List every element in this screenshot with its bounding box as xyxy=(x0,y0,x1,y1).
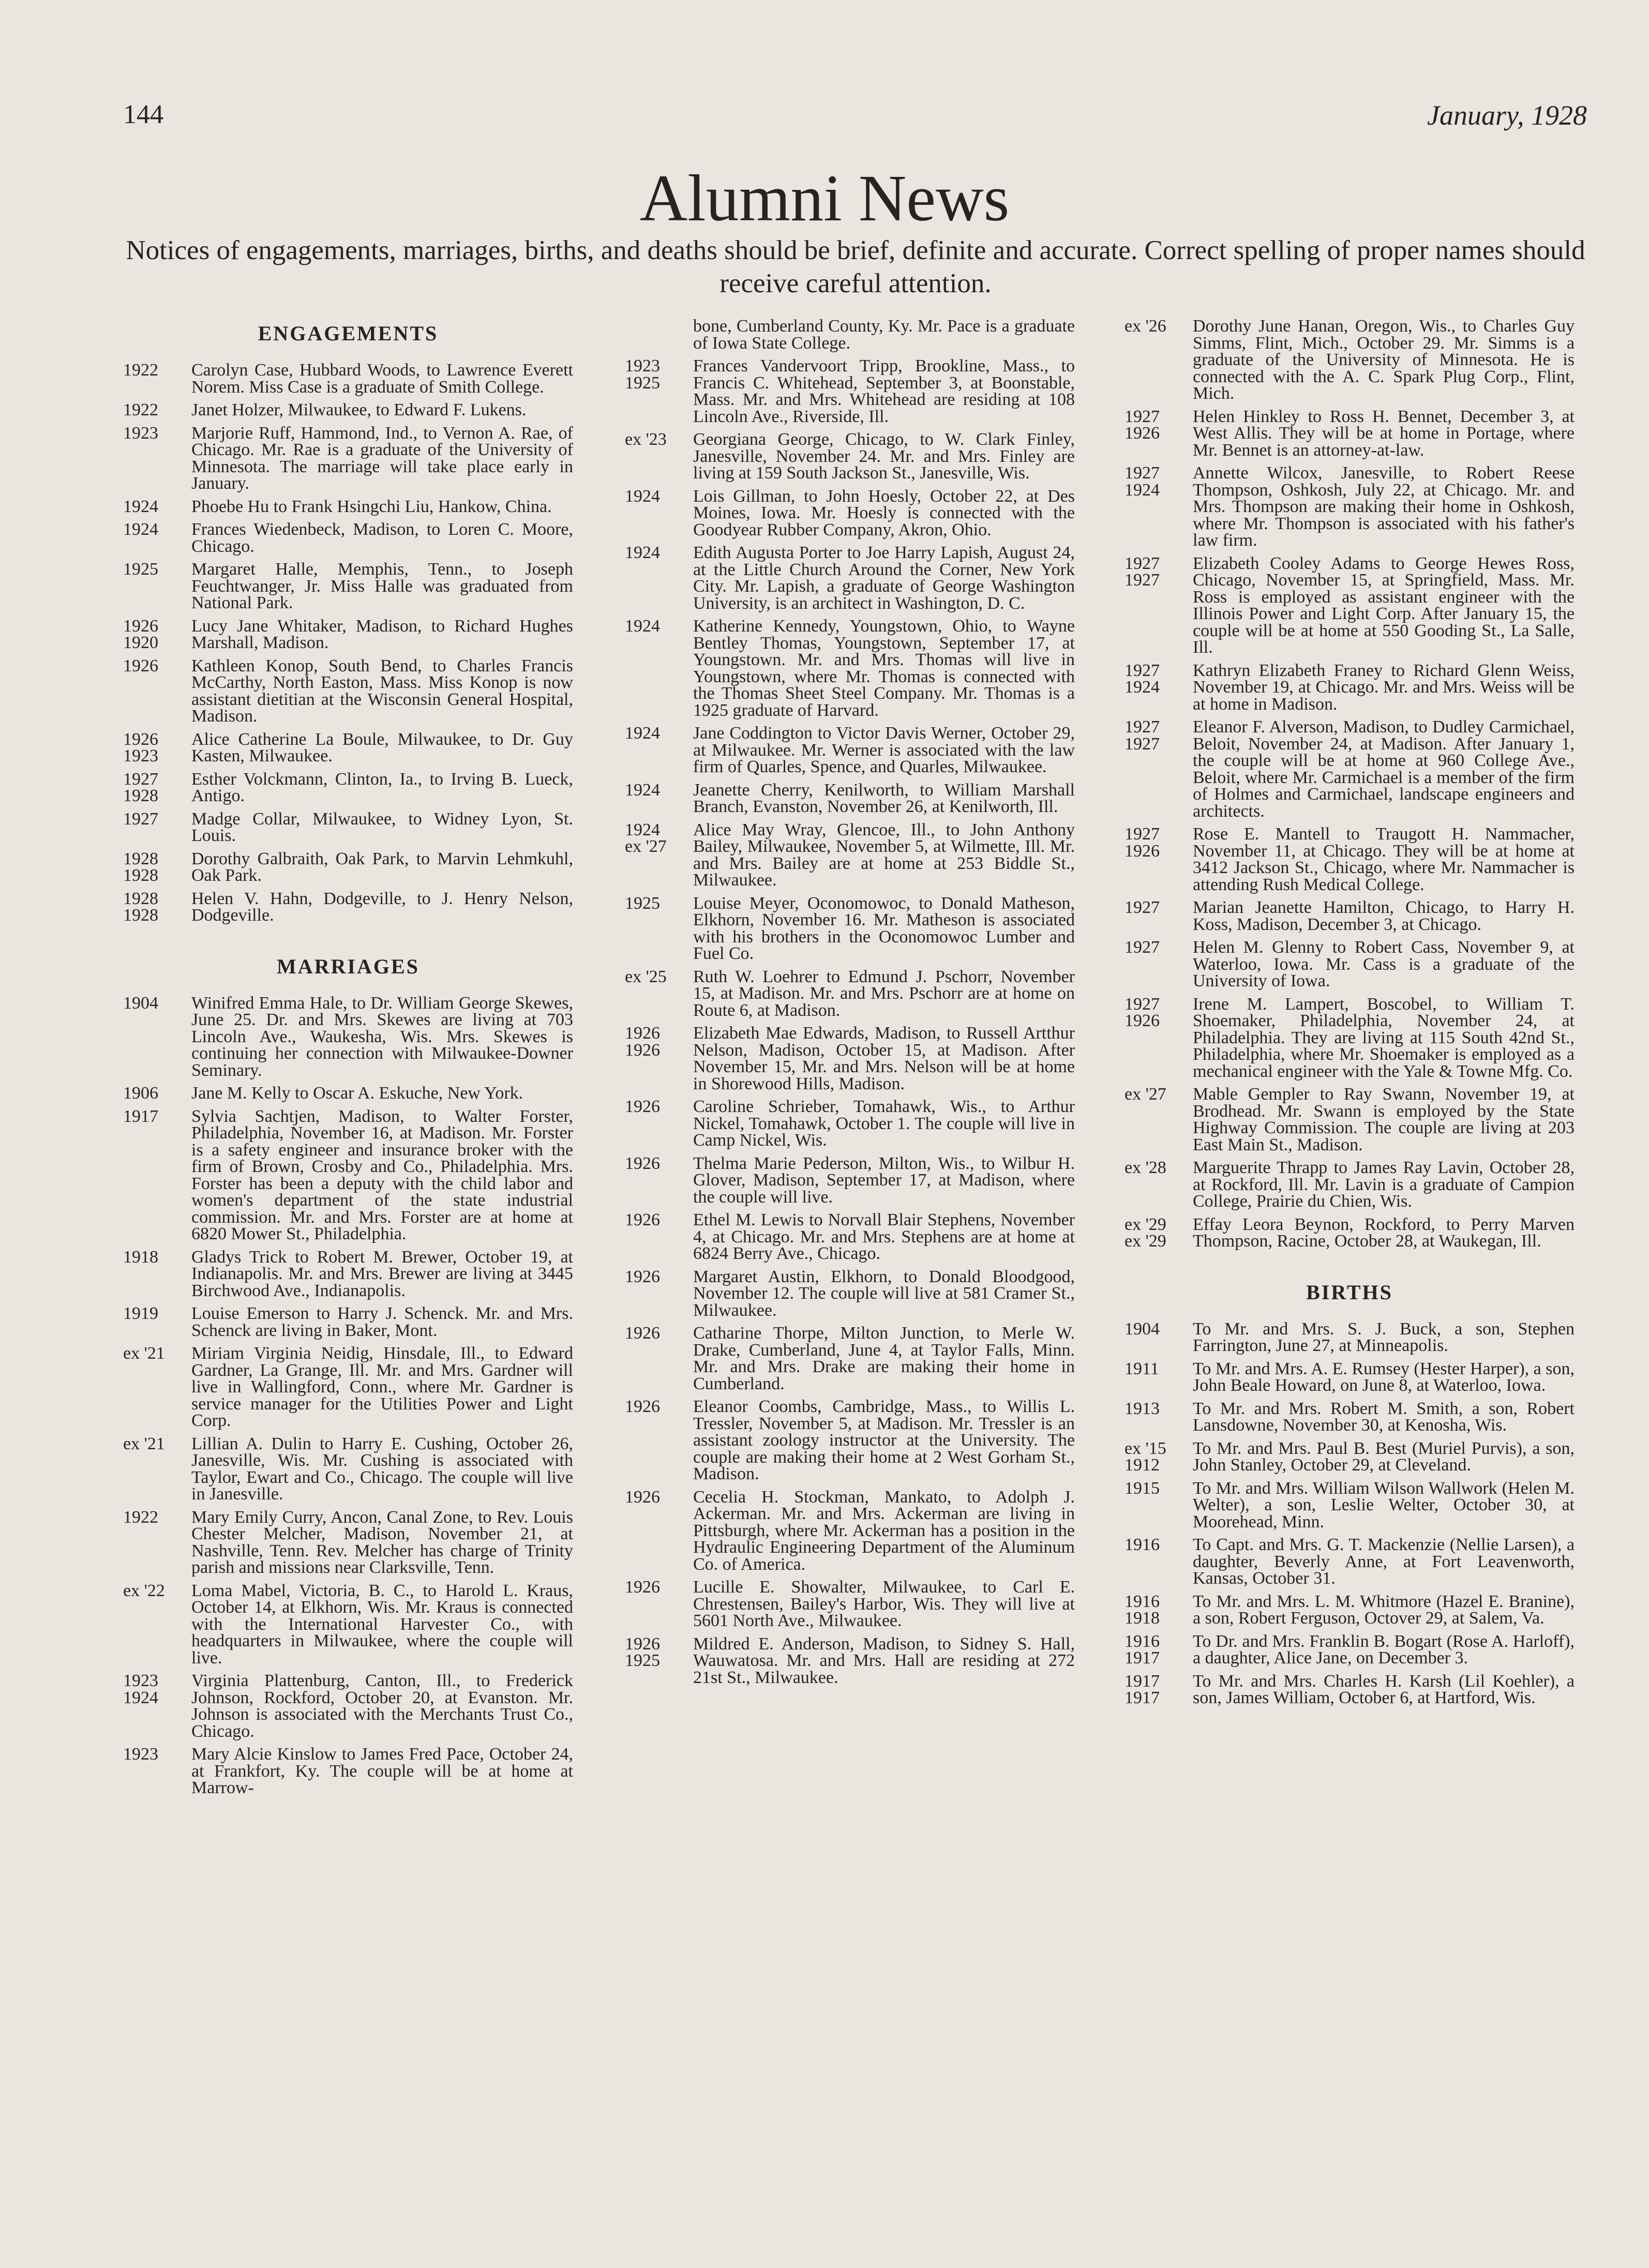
class-year: 1927 1924 xyxy=(1125,660,1160,697)
class-year: 1917 1917 xyxy=(1125,1671,1160,1707)
notice-entry xyxy=(1125,465,1575,549)
notice-entry xyxy=(1125,1673,1575,1707)
notice-text: Gladys Trick to Robert M. Brewer, October 19, at Indianapolis. Mr. and Mrs. Brewer are living at 3445 Birchwood Ave., Indianapolis. xyxy=(191,1247,573,1300)
notice-entry xyxy=(123,1746,573,1797)
class-year: 1924 xyxy=(625,543,660,562)
notice-entry xyxy=(625,488,1075,539)
class-year: 1924 xyxy=(625,780,660,800)
class-year: 1904 xyxy=(1125,1319,1160,1339)
class-year: 1919 xyxy=(123,1304,158,1323)
notice-entry xyxy=(1125,409,1575,459)
notice-text: Esther Volckmann, Clinton, Ia., to Irving B. Lueck, Antigo. xyxy=(191,769,573,805)
notice-entry xyxy=(1125,1086,1575,1153)
notice-text: Loma Mabel, Victoria, B. C., to Harold L. Kraus, October 14, at Elkhorn, Wis. Mr. Kraus is connected with the International Harvester Co., with headquarters in Milwaukee, where the couple will live. xyxy=(191,1581,573,1668)
class-year: ex '21 xyxy=(123,1344,165,1363)
notice-text: Edith Augusta Porter to Joe Harry Lapish, August 24, at the Little Church Around the Corner, New York City. Mr. Lapish, a graduate of George Washington University, is an architect in Washington, D. C. xyxy=(693,543,1075,613)
class-year: 1927 1926 xyxy=(1125,994,1160,1030)
class-year: 1926 1923 xyxy=(123,729,158,765)
notice-text: Louise Meyer, Oconomowoc, to Donald Matheson, Elkhorn, November 16. Mr. Matheson is associated with his brothers in the Oconomowoc Lumber and Fuel Co. xyxy=(693,893,1075,963)
notice-text: Georgiana George, Chicago, to W. Clark Finley, Janesville, November 24. Mr. and Mrs. Finley are living at 159 South Jackson St., Janesville, Wis. xyxy=(693,430,1075,483)
notice-text: Jane M. Kelly to Oscar A. Eskuche, New York. xyxy=(191,1084,523,1103)
class-year: 1923 1924 xyxy=(123,1671,158,1707)
page-header xyxy=(123,99,1587,136)
column-3 xyxy=(1125,318,1575,1713)
notice-text: Mary Emily Curry, Ancon, Canal Zone, to Rev. Louis Chester Melcher, Madison, November 21, at Nashville, Tenn. Rev. Melcher has charge of Trinity parish and missions near Clarksville, Tenn. xyxy=(191,1507,573,1577)
notice-entry xyxy=(1125,1591,1575,1628)
notice-entry xyxy=(625,1025,1075,1092)
class-year: 1924 xyxy=(123,497,158,516)
notice-text: Effay Leora Beynon, Rockford, to Perry Marven Thompson, Racine, October 28, at Waukegan, Ill. xyxy=(1193,1214,1575,1251)
notice-entry xyxy=(1125,660,1575,714)
notice-text: Kathryn Elizabeth Franey to Richard Glenn Weiss, November 19, at Chicago. Mr. and Mrs. Weiss will be at home in Madison. xyxy=(1193,660,1575,714)
class-year: 1928 1928 xyxy=(123,889,158,925)
notice-text: Elizabeth Cooley Adams to George Hewes Ross, Chicago, November 15, at Springfield, Mass. Mr. Ross is employed as assistant engineer with the Illinois Power and Light Corp. After January 15, the couple will be at home at 550 Gooding St., La Salle, Ill. xyxy=(1193,553,1575,657)
notice-entry xyxy=(1125,826,1575,893)
notice-text: Miriam Virginia Neidig, Hinsdale, Ill., to Edward Gardner, La Grange, Ill. Mr. and Mrs. Gardner will live in Wallingford, Conn., where Mr. Gardner is service manager for the Utilities Power and Light Corp. xyxy=(191,1344,573,1430)
class-year: 1923 xyxy=(123,1745,158,1764)
class-year: 1926 xyxy=(625,1487,660,1507)
notice-entry xyxy=(123,1583,573,1667)
notice-entry xyxy=(123,618,573,652)
notice-text: Carolyn Case, Hubbard Woods, to Lawrence Everett Norem. Miss Case is a graduate of Smith College. xyxy=(191,361,573,397)
notice-entry xyxy=(625,1325,1075,1392)
notice-entry xyxy=(123,499,573,516)
notice-entry xyxy=(123,1436,573,1503)
notice-entry xyxy=(625,431,1075,482)
notice-text: Janet Holzer, Milwaukee, to Edward F. Lukens. xyxy=(191,400,527,419)
notice-text: Virginia Plattenburg, Canton, Ill., to Frederick Johnson, Rockford, October 20, at Evanston. Mr. Johnson is associated with the Merchants Trust Co., Chicago. xyxy=(191,1671,573,1741)
notice-text: Mary Alcie Kinslow to James Fred Pace, October 24, at Frankfort, Ky. The couple will be at home at Marrow- xyxy=(191,1745,573,1797)
notice-entry xyxy=(1125,1216,1575,1250)
class-year: ex '15 1912 xyxy=(1125,1438,1166,1475)
notice-text: Dorothy Galbraith, Oak Park, to Marvin Lehmkuhl, Oak Park. xyxy=(191,849,573,885)
notice-text: Helen Hinkley to Ross H. Bennet, December 3, at West Allis. They will be at home in Portage, where Mr. Bennet is an attorney-at-law. xyxy=(1193,407,1575,460)
class-year: 1927 1928 xyxy=(123,769,158,805)
class-year: 1925 xyxy=(123,560,158,579)
page-subtitle: Notices of engagements, marriages, births, and deaths should be brief, definite and accurate. Correct spelling of proper names should receive careful attention. xyxy=(126,235,1585,298)
class-year: 1926 xyxy=(625,1267,660,1286)
notice-entry xyxy=(123,1085,573,1102)
notice-entry xyxy=(1125,1480,1575,1531)
class-year: 1926 xyxy=(123,656,158,675)
notice-entry xyxy=(123,731,573,765)
notice-text: Thelma Marie Pederson, Milton, Wis., to Wilbur H. Glover, Madison, September 17, at Madison, where the couple will live. xyxy=(693,1153,1075,1207)
class-year: 1926 1920 xyxy=(123,616,158,652)
notice-text: To Mr. and Mrs. Robert M. Smith, a son, Robert Lansdowne, November 30, at Kenosha, Wis. xyxy=(1193,1399,1575,1435)
notice-text: To Capt. and Mrs. G. T. Mackenzie (Nellie Larsen), a daughter, Beverly Anne, at Fort Leavenworth, Kansas, October 31. xyxy=(1193,1535,1575,1588)
notice-entry xyxy=(1125,939,1575,990)
notice-entry xyxy=(1125,318,1575,402)
class-year: ex '21 xyxy=(123,1434,165,1453)
class-year: 1927 1927 xyxy=(1125,717,1160,754)
notice-entry xyxy=(1125,1537,1575,1587)
notice-text: Caroline Schrieber, Tomahawk, Wis., to Arthur Nickel, Tomahawk, October 1. The couple will live in Camp Nickel, Wis. xyxy=(693,1097,1075,1150)
class-year: 1926 xyxy=(625,1578,660,1597)
notice-text: Alice May Wray, Glencoe, Ill., to John Anthony Bailey, Milwaukee, November 5, at Wilmette, Ill. Mr. and Mrs. Bailey are at home at 253 Biddle St., Milwaukee. xyxy=(693,820,1075,890)
class-year: 1927 xyxy=(123,809,158,829)
notice-text: Marjorie Ruff, Hammond, Ind., to Vernon A. Rae, of Chicago. Mr. Rae is a graduate of the University of Minnesota. The marriage will take place early in January. xyxy=(191,423,573,493)
class-year: 1924 xyxy=(625,617,660,636)
notice-entry xyxy=(123,851,573,884)
notice-text: Louise Emerson to Harry J. Schenck. Mr. and Mrs. Schenck are living in Baker, Mont. xyxy=(191,1304,573,1340)
notice-entry xyxy=(1125,996,1575,1080)
section-gap xyxy=(123,930,573,951)
notice-entry xyxy=(123,995,573,1079)
notice-text: To Dr. and Mrs. Franklin B. Bogart (Rose A. Harloff), a daughter, Alice Jane, on December 3. xyxy=(1193,1631,1575,1668)
class-year: 1926 1926 xyxy=(625,1024,660,1060)
class-year: 1922 xyxy=(123,361,158,380)
notice-text: Alice Catherine La Boule, Milwaukee, to Dr. Guy Kasten, Milwaukee. xyxy=(191,729,573,765)
notice-entry xyxy=(123,425,573,492)
notice-text: Marguerite Thrapp to James Ray Lavin, October 28, at Rockford, Ill. Mr. Lavin is a graduate of Campion College, Prairie du Chien, Wis. xyxy=(1193,1158,1575,1211)
class-year: 1926 xyxy=(625,1210,660,1229)
class-year: 1911 xyxy=(1125,1359,1159,1378)
class-year: ex '25 xyxy=(625,967,667,986)
notice-entry xyxy=(625,1399,1075,1483)
notice-text: Eleanor F. Alverson, Madison, to Dudley Carmichael, Beloit, November 24, at Madison. After January 1, the couple will be at home at 960 College Ave., Beloit, where Mr. Carmichael is a member of the firm of Holmes and Carmichael, landscape engineers and architects. xyxy=(1193,717,1575,821)
notice-entry xyxy=(123,561,573,612)
notice-text: Margaret Halle, Memphis, Tenn., to Joseph Feuchtwanger, Jr. Miss Halle was graduated from National Park. xyxy=(191,560,573,612)
class-year: 1906 xyxy=(123,1084,158,1103)
column-1 xyxy=(123,318,573,1803)
class-year: 1925 xyxy=(625,893,660,913)
notice-entry xyxy=(123,402,573,419)
class-year: 1922 xyxy=(123,400,158,419)
notice-entry xyxy=(625,969,1075,1019)
class-year: 1926 xyxy=(625,1324,660,1343)
notice-text: Annette Wilcox, Janesville, to Robert Reese Thompson, Oshkosh, July 22, at Chicago. Mr. and Mrs. Thompson are making their home in Oshkosh, where Mr. Thompson is associated with his father's law firm. xyxy=(1193,463,1575,550)
notice-entry xyxy=(625,822,1075,889)
class-year: 1928 1928 xyxy=(123,849,158,885)
class-year: ex '26 xyxy=(1125,317,1166,336)
notice-text: Jane Coddington to Victor Davis Werner, October 29, at Milwaukee. Mr. Werner is associated with the law firm of Quarles, Spence, and Quarles, Milwaukee. xyxy=(693,724,1075,776)
class-year: 1904 xyxy=(123,993,158,1013)
notice-text: Mable Gempler to Ray Swann, November 19, at Brodhead. Mr. Swann is employed by the State Highway Commission. The couple are living at 203 East Main St., Madison. xyxy=(1193,1085,1575,1154)
issue-date: January, 1928 xyxy=(1427,100,1587,131)
class-year: 1916 xyxy=(1125,1535,1160,1554)
notice-text: Eleanor Coombs, Cambridge, Mass., to Willis L. Tressler, November 5, at Madison. Mr. Tressler is an assistant zoology instructor at the University. The couple are making their home at 2 West Gorham St., Madison. xyxy=(693,1397,1075,1483)
notice-text: Katherine Kennedy, Youngstown, Ohio, to Wayne Bentley Thomas, Youngstown, September 17, at Youngstown. Mr. and Mrs. Thomas will live in Youngstown, where Mr. Thomas is connected with the Thomas Sheet Steel Company. Mr. Thomas is a 1925 graduate of Harvard. xyxy=(693,617,1075,720)
notice-text: Margaret Austin, Elkhorn, to Donald Bloodgood, November 12. The couple will live at 581 Cramer St., Milwaukee. xyxy=(693,1267,1075,1320)
notice-entry xyxy=(1125,899,1575,933)
class-year: 1923 1925 xyxy=(625,356,660,393)
notice-entry xyxy=(123,1108,573,1243)
notice-entry xyxy=(1125,555,1575,656)
class-year: 1917 xyxy=(123,1106,158,1126)
class-year: 1927 1926 xyxy=(1125,824,1160,861)
notice-text: Kathleen Konop, South Bend, to Charles Francis McCarthy, North Easton, Mass. Miss Konop is now assistant dietitian at the Wisconsin General Hospital, Madison. xyxy=(191,656,573,726)
class-year xyxy=(625,318,693,352)
class-year: ex '28 xyxy=(1125,1158,1166,1177)
notice-text: Sylvia Sachtjen, Madison, to Walter Forster, Philadelphia, November 16, at Madison. Mr. Forster is a safety engineer and insurance broker with the firm of Brown, Crosby and Co., Philadelphia. Mrs. Forster has been a deputy with the child labor and women's department of the state industrial commission. Mr. and Mrs. Forster are at home at 6820 Mower St., Philadelphia. xyxy=(191,1106,573,1243)
class-year: ex '22 xyxy=(123,1581,165,1600)
section-heading: BIRTHS xyxy=(1306,1280,1393,1304)
class-year: 1927 xyxy=(1125,938,1160,957)
class-year: 1927 xyxy=(1125,898,1160,917)
class-year: 1924 xyxy=(625,486,660,506)
notice-entry xyxy=(625,1099,1075,1149)
notice-text: Marian Jeanette Hamilton, Chicago, to Harry H. Koss, Madison, December 3, at Chicago. xyxy=(1193,898,1575,934)
page-number: 144 xyxy=(123,100,163,129)
notice-text: Helen V. Hahn, Dodgeville, to J. Henry Nelson, Dodgeville. xyxy=(191,889,573,925)
notice-text: To Mr. and Mrs. Charles H. Karsh (Lil Koehler), a son, James William, October 6, at Hartford, Wis. xyxy=(1193,1671,1575,1707)
notice-text: Phoebe Hu to Frank Hsingchi Liu, Hankow, China. xyxy=(191,497,552,516)
class-year: 1916 1917 xyxy=(1125,1631,1160,1668)
notice-text: To Mr. and Mrs. S. J. Buck, a son, Stephen Farrington, June 27, at Minneapolis. xyxy=(1193,1319,1575,1355)
notice-text: Frances Vandervoort Tripp, Brookline, Mass., to Francis C. Whitehead, September 3, at Boonstable, Mass. Mr. and Mrs. Whitehead are residing at 108 Lincoln Ave., Riverside, Ill. xyxy=(693,356,1075,426)
section-gap xyxy=(1125,1256,1575,1277)
section-heading: ENGAGEMENTS xyxy=(258,322,439,345)
class-year: 1927 1927 xyxy=(1125,553,1160,590)
notice-text: Lucille E. Showalter, Milwaukee, to Carl E. Chrestensen, Bailey's Harbor, Wis. They will live at 5601 North Ave., Milwaukee. xyxy=(693,1578,1075,1630)
notice-entry xyxy=(625,1489,1075,1573)
notice-entry xyxy=(123,362,573,396)
notice-entry xyxy=(1125,1633,1575,1667)
notice-entry xyxy=(625,1636,1075,1687)
notice-entry xyxy=(1125,1440,1575,1474)
class-year: 1926 xyxy=(625,1097,660,1116)
class-year: 1926 xyxy=(625,1397,660,1416)
notice-entry xyxy=(625,1269,1075,1319)
notice-entry xyxy=(123,1509,573,1576)
notice-entry xyxy=(123,891,573,924)
notice-entry xyxy=(123,811,573,845)
class-year: 1918 xyxy=(123,1247,158,1267)
notice-text: Catharine Thorpe, Milton Junction, to Merle W. Drake, Cumberland, June 4, at Taylor Falls, Minn. Mr. and Mrs. Drake are making their home in Cumberland. xyxy=(693,1324,1075,1393)
notice-entry xyxy=(625,895,1075,963)
class-year: 1915 xyxy=(1125,1478,1160,1498)
class-year: ex '23 xyxy=(625,430,667,449)
notice-entry xyxy=(625,1212,1075,1263)
notice-text: To Mr. and Mrs. Paul B. Best (Muriel Purvis), a son, John Stanley, October 29, at Cleveland. xyxy=(1193,1438,1575,1475)
page-title: Alumni News xyxy=(639,161,1010,235)
notice-entry xyxy=(1125,1160,1575,1210)
notice-entry xyxy=(625,1579,1075,1630)
notice-text: Madge Collar, Milwaukee, to Widney Lyon, St. Louis. xyxy=(191,809,573,845)
notice-entry xyxy=(123,1673,573,1740)
notice-entry xyxy=(1125,1361,1575,1394)
class-year: 1924 ex '27 xyxy=(625,820,667,856)
class-year: 1913 xyxy=(1125,1399,1160,1418)
notice-text: Ruth W. Loehrer to Edmund J. Pschorr, November 15, at Madison. Mr. and Mrs. Pschorr are at home on Route 6, at Madison. xyxy=(693,967,1075,1020)
notice-entry xyxy=(625,782,1075,816)
notice-entry xyxy=(123,658,573,725)
notice-text: To Mr. and Mrs. A. E. Rumsey (Hester Harper), a son, John Beale Howard, on June 8, at Waterloo, Iowa. xyxy=(1193,1359,1575,1395)
notice-text: To Mr. and Mrs. William Wilson Wallwork (Helen M. Welter), a son, Leslie Welter, October 30, at Moorehead, Minn. xyxy=(1193,1478,1575,1531)
notice-text: To Mr. and Mrs. L. M. Whitmore (Hazel E. Branine), a son, Robert Ferguson, Octover 29, at Salem, Va. xyxy=(1193,1591,1575,1628)
class-year: 1926 1925 xyxy=(625,1634,660,1670)
notice-text: Irene M. Lampert, Boscobel, to William T. Shoemaker, Philadelphia, November 24, at Philadelphia. They are living at 115 South 42nd St., Philadelphia, where Mr. Shoemaker is employed as a mechanical engineer with the Yale & Towne Mfg. Co. xyxy=(1193,994,1575,1081)
notice-entry xyxy=(123,1249,573,1300)
class-year: 1927 1924 xyxy=(1125,463,1160,500)
class-year: ex '29 ex '29 xyxy=(1125,1214,1166,1251)
class-year: 1922 xyxy=(123,1507,158,1527)
notice-entry xyxy=(123,521,573,555)
notice-entry xyxy=(625,318,1075,352)
notice-text: Cecelia H. Stockman, Mankato, to Adolph J. Ackerman. Mr. and Mrs. Ackerman are living in Pittsburgh, where Mr. Ackerman has a position in the Hydraulic Engineering Department of the Aluminum Co. of America. xyxy=(693,1487,1075,1574)
notice-text: Elizabeth Mae Edwards, Madison, to Russell Artthur Nelson, Madison, October 15, at Madison. After November 15, Mr. and Mrs. Nelson will be at home in Shorewood Hills, Madison. xyxy=(693,1024,1075,1093)
notice-text: Lillian A. Dulin to Harry E. Cushing, October 26, Janesville, Wis. Mr. Cushing is associated with Taylor, Ewart and Co., Chicago. The couple will live in Janesville. xyxy=(191,1434,573,1504)
class-year: 1924 xyxy=(123,520,158,539)
notice-text: Mildred E. Anderson, Madison, to Sidney S. Hall, Wauwatosa. Mr. and Mrs. Hall are residing at 272 21st St., Milwaukee. xyxy=(693,1634,1075,1687)
notice-text: Ethel M. Lewis to Norvall Blair Stephens, November 4, at Chicago. Mr. and Mrs. Stephens are at home at 6824 Berry Ave., Chicago. xyxy=(693,1210,1075,1263)
class-year: 1926 xyxy=(625,1153,660,1173)
class-year: 1916 1918 xyxy=(1125,1591,1160,1628)
class-year: ex '27 xyxy=(1125,1085,1166,1104)
notice-entry xyxy=(625,1155,1075,1206)
notice-text: bone, Cumberland County, Ky. Mr. Pace is a graduate of Iowa State College. xyxy=(693,317,1075,353)
notice-entry xyxy=(625,725,1075,776)
notice-entry xyxy=(625,618,1075,719)
notice-text: Helen M. Glenny to Robert Cass, November 9, at Waterloo, Iowa. Mr. Cass is a graduate of the University of Iowa. xyxy=(1193,938,1575,990)
class-year: 1927 1926 xyxy=(1125,407,1160,443)
notice-entry xyxy=(1125,719,1575,820)
notice-text: Rose E. Mantell to Traugott H. Nammacher, November 11, at Chicago. They will be at home at 3412 Jackson St., Chicago, where Mr. Nammacher is attending Rush Medical College. xyxy=(1193,824,1575,894)
class-year: 1924 xyxy=(625,724,660,743)
section-heading: MARRIAGES xyxy=(277,954,419,978)
notice-entry xyxy=(625,545,1075,612)
notice-text: Dorothy June Hanan, Oregon, Wis., to Charles Guy Simms, Flint, Mich., October 29. Mr. Simms is a graduate of the University of Minnesota. He is connected with the A. C. Spark Plug Corp., Flint, Mich. xyxy=(1193,317,1575,403)
notice-text: Lucy Jane Whitaker, Madison, to Richard Hughes Marshall, Madison. xyxy=(191,616,573,652)
notice-entry xyxy=(1125,1321,1575,1355)
notice-entry xyxy=(1125,1401,1575,1434)
notice-entry xyxy=(123,771,573,805)
notice-text: Lois Gillman, to John Hoesly, October 22, at Des Moines, Iowa. Mr. Hoesly is connected with the Goodyear Rubber Company, Akron, Ohio. xyxy=(693,486,1075,539)
column-2 xyxy=(625,318,1075,1692)
notice-entry xyxy=(625,358,1075,425)
notice-text: Jeanette Cherry, Kenilworth, to William Marshall Branch, Evanston, November 26, at Kenilworth, Ill. xyxy=(693,780,1075,816)
notice-entry xyxy=(123,1345,573,1430)
notice-entry xyxy=(123,1305,573,1339)
notice-text: Winifred Emma Hale, to Dr. William George Skewes, June 25. Dr. and Mrs. Skewes are living at 703 Lincoln Ave., Waukesha, Wis. Mrs. Skewes is continuing her connection with Milwaukee-Downer Seminary. xyxy=(191,993,573,1080)
notice-text: Frances Wiedenbeck, Madison, to Loren C. Moore, Chicago. xyxy=(191,520,573,556)
class-year: 1923 xyxy=(123,423,158,443)
